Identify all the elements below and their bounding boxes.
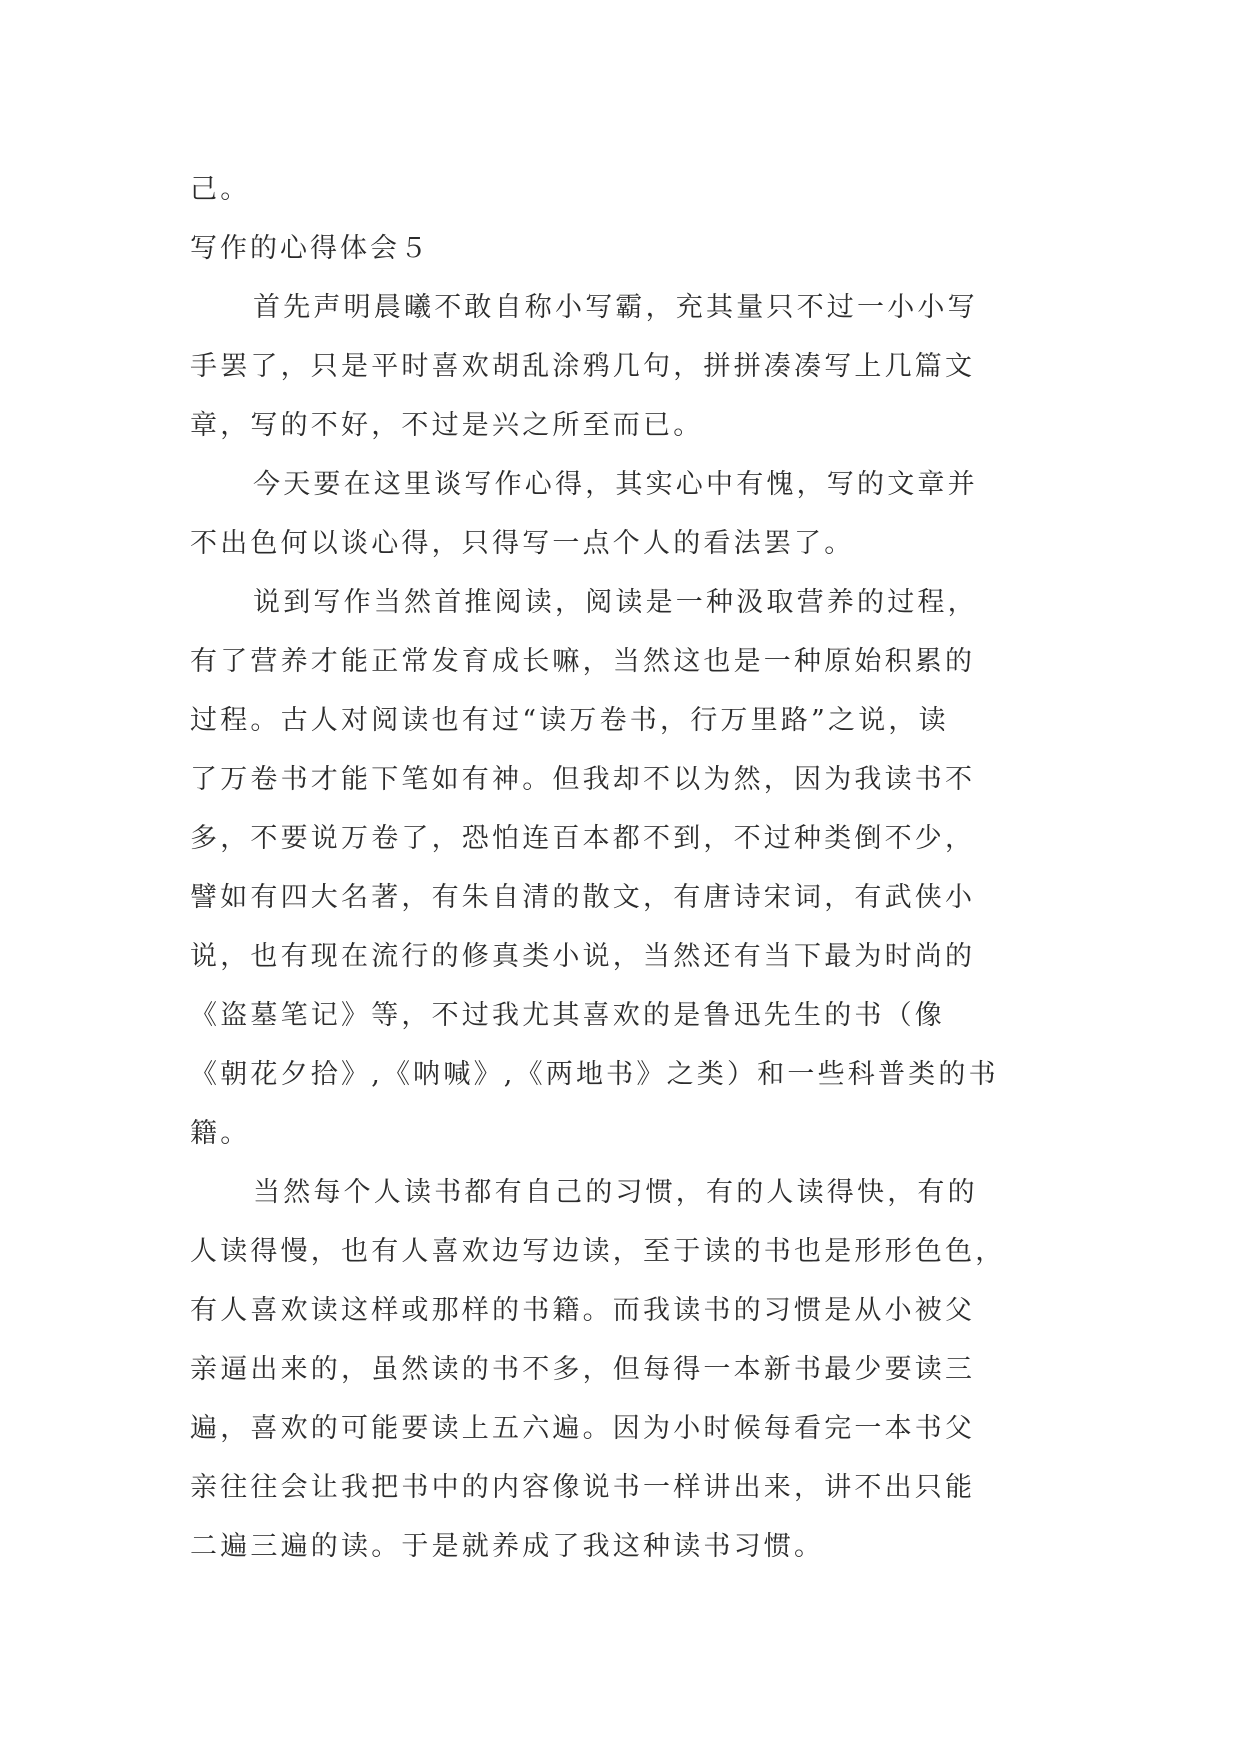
paragraph-1-line-2: 手罢了，只是平时喜欢胡乱涂鸦几句，拼拼凑凑写上几篇文 [190,351,976,382]
paragraph-2-line-1: 今天要在这里谈写作心得，其实心中有愧，写的文章并 [253,469,978,500]
paragraph-3-line-4: 了万卷书才能下笔如有神。但我却不以为然，因为我读书不 [190,764,976,795]
paragraph-3-line-5: 多，不要说万卷了，恐怕连百本都不到，不过种类倒不少， [190,823,976,854]
section-heading: 写作的心得体会５ [190,233,430,264]
paragraph-1-line-1: 首先声明晨曦不敢自称小写霸，充其量只不过一小小写 [253,292,978,323]
paragraph-3-line-7: 说，也有现在流行的修真类小说，当然还有当下最为时尚的 [190,941,976,972]
paragraph-3-line-10: 籍。 [190,1118,251,1149]
paragraph-4-line-1: 当然每个人读书都有自己的习惯，有的人读得快，有的 [253,1177,978,1208]
paragraph-3-line-1: 说到写作当然首推阅读，阅读是一种汲取营养的过程， [253,587,978,618]
paragraph-continuation-line: 己。 [190,174,251,205]
paragraph-3-line-3: 过程。古人对阅读也有过“读万卷书，行万里路”之说，读 [190,705,949,736]
paragraph-3-line-2: 有了营养才能正常发育成长嘛，当然这也是一种原始积累的 [190,646,976,677]
paragraph-4-line-5: 遍，喜欢的可能要读上五六遍。因为小时候每看完一本书父 [190,1413,976,1444]
paragraph-4-line-4: 亲逼出来的，虽然读的书不多，但每得一本新书最少要读三 [190,1354,976,1385]
paragraph-4-line-2: 人读得慢，也有人喜欢边写边读，至于读的书也是形形色色， [190,1236,1006,1267]
paragraph-4-line-6: 亲往往会让我把书中的内容像说书一样讲出来，讲不出只能 [190,1472,976,1503]
paragraph-3-line-6: 譬如有四大名著，有朱自清的散文，有唐诗宋词，有武侠小 [190,882,976,913]
paragraph-1-line-3: 章，写的不好，不过是兴之所至而已。 [190,410,704,441]
paragraph-4-line-3: 有人喜欢读这样或那样的书籍。而我读书的习惯是从小被父 [190,1295,976,1326]
paragraph-3-line-9: 《朝花夕拾》,《呐喊》,《两地书》之类）和一些科普类的书 [190,1059,999,1090]
paragraph-4-line-7: 二遍三遍的读。于是就养成了我这种读书习惯。 [190,1531,825,1562]
document-body [190,160,1060,1576]
paragraph-2-line-2: 不出色何以谈心得，只得写一点个人的看法罢了。 [190,528,855,559]
paragraph-3-line-8: 《盗墓笔记》等，不过我尤其喜欢的是鲁迅先生的书（像 [190,1000,945,1031]
